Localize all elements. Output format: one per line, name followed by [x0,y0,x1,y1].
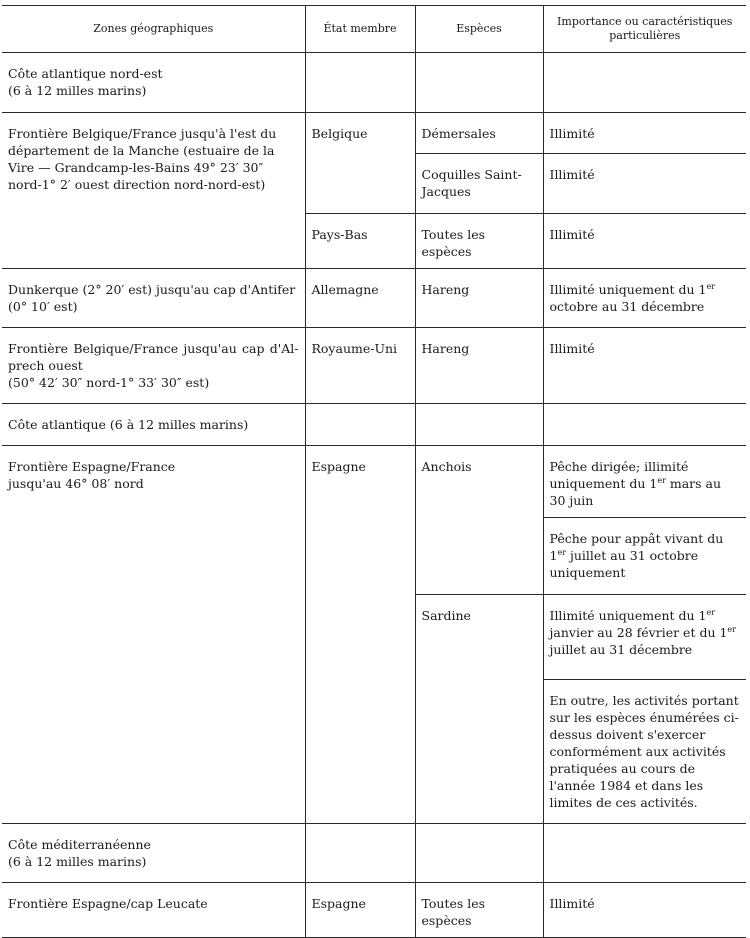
espece-cell: Anchois [415,446,543,595]
empty-cell [415,404,543,446]
zone-cell: Frontière Belgique/France jusqu'au cap d'Al- prech ouest (50° 42′ 30″ nord-1° 33′ 30″ est) [2,328,305,404]
empty-cell [415,824,543,883]
empty-cell [543,404,746,446]
etat-cell: Allemagne [305,269,415,328]
empty-cell [305,53,415,113]
importance-cell: Illimité uniquement du 1er octobre au 31 décembre [543,269,746,328]
etat-cell: Espagne [305,446,415,824]
empty-cell [543,824,746,883]
table-row [2,404,746,446]
espece-cell: Sardine [415,595,543,824]
header-especes: Espèces [415,6,543,53]
header-zones: Zones géographiques [2,6,305,53]
etat-cell: Belgique [305,113,415,214]
importance-cell: Illimité [543,214,746,269]
importance-cell: Pêche pour appât vivant du 1er juillet au 31 octobre uniquement [543,518,746,595]
table-row [2,269,746,328]
empty-cell [415,53,543,113]
header-row [2,6,746,53]
document-page [0,5,750,938]
espece-cell: Toutes les espèces [415,214,543,269]
etat-cell: Pays-Bas [305,214,415,269]
table-row [2,824,746,883]
fishing-zones-table [2,5,746,938]
table-row [2,883,746,938]
zone-cell: Côte méditerranéenne (6 à 12 milles marins) [2,824,305,883]
table-row [2,446,746,518]
importance-cell: Illimité [543,328,746,404]
importance-cell: Illimité [543,154,746,214]
importance-cell: Illimité [543,113,746,154]
table-row [2,53,746,113]
etat-cell: Espagne [305,883,415,938]
header-importance: Importance ou caractéristiques particulières [543,6,746,53]
empty-cell [543,53,746,113]
zone-cell: Frontière Espagne/cap Leucate [2,883,305,938]
zone-cell: Côte atlantique (6 à 12 milles marins) [2,404,305,446]
empty-cell [305,404,415,446]
espece-cell: Hareng [415,269,543,328]
zone-cell: Frontière Espagne/France jusqu'au 46° 08′ nord [2,446,305,824]
espece-cell: Toutes les espèces [415,883,543,938]
importance-cell: Pêche dirigée; illimité uniquement du 1er mars au 30 juin [543,446,746,518]
espece-cell: Démersales [415,113,543,154]
importance-cell: En outre, les activités portant sur les espèces énumérées ci-dessus doivent s'exercer conformément aux activités pratiquées au cours de l'année 1984 et dans les limites de ces activités. [543,680,746,824]
zone-cell: Côte atlantique nord-est (6 à 12 milles marins) [2,53,305,113]
table-row [2,328,746,404]
header-etat: État membre [305,6,415,53]
importance-cell: Illimité uniquement du 1er janvier au 28 février et du 1er juillet au 31 décembre [543,595,746,680]
zone-cell: Frontière Belgique/France jusqu'à l'est du département de la Manche (estuaire de la Vire — Grandcamp-les-Bains 49° 23′ 30″ nord-1° 2′ ouest direction nord-nord-est) [2,113,305,269]
importance-cell: Illimité [543,883,746,938]
espece-cell: Hareng [415,328,543,404]
espece-cell: Coquilles Saint-Jacques [415,154,543,214]
table-row [2,113,746,154]
empty-cell [305,824,415,883]
zone-cell: Dunkerque (2° 20′ est) jusqu'au cap d'Antifer (0° 10′ est) [2,269,305,328]
etat-cell: Royaume-Uni [305,328,415,404]
